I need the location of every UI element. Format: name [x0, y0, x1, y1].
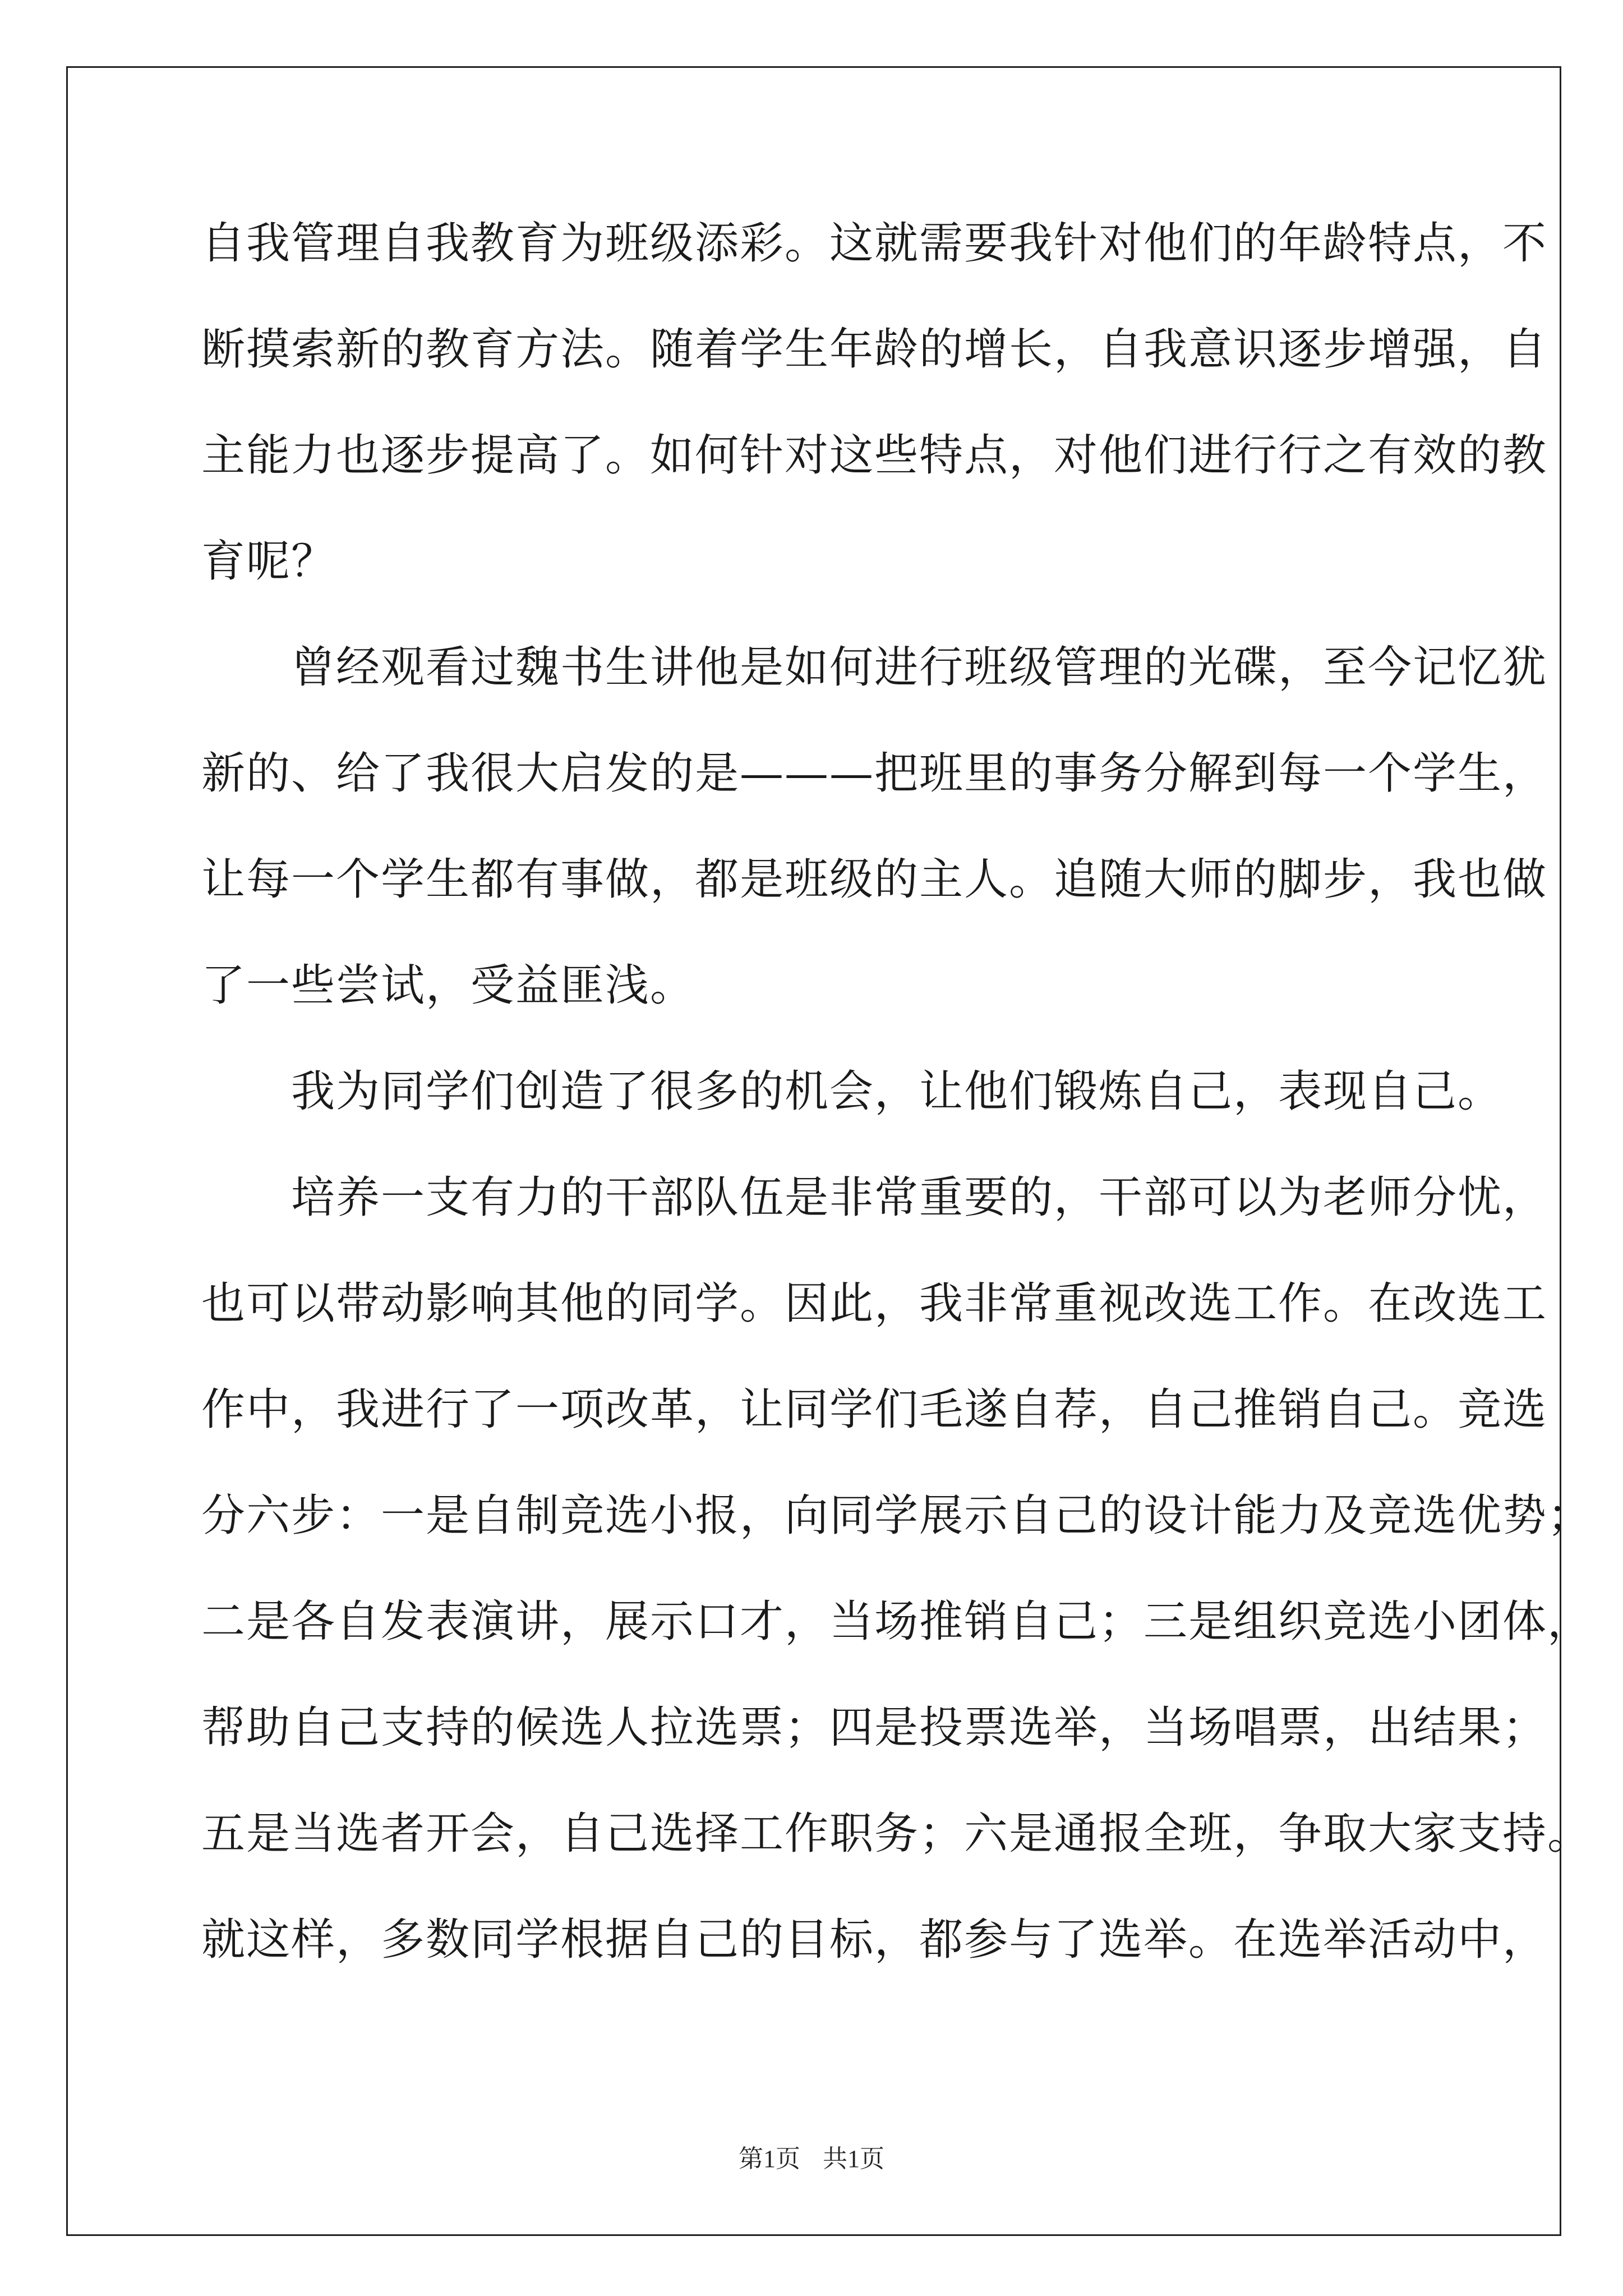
document-body	[201, 218, 1593, 2024]
page-footer	[0, 2138, 1623, 2174]
text-line: 了一些尝试，受益匪浅。	[201, 960, 695, 1011]
text-line: 我为同学们创造了很多的机会，让他们锻炼自己，表现自己。	[201, 1066, 1503, 1117]
text-line: 五是当选者开会，自己选择工作职务；六是通报全班，争取大家支持。	[201, 1809, 1593, 1859]
text-line: 帮助自己支持的候选人拉选票；四是投票选举，当场唱票，出结果；	[201, 1703, 1548, 1753]
text-line: 也可以带动影响其他的同学。因此，我非常重视改选工作。在改选工	[201, 1278, 1548, 1329]
text-line: 育呢？	[201, 536, 336, 587]
text-line: 就这样，多数同学根据自己的目标，都参与了选举。在选举活动中，	[201, 1915, 1548, 1965]
text-line: 培养一支有力的干部队伍是非常重要的，干部可以为老师分忧，	[201, 1172, 1548, 1223]
page-total: 共1页	[823, 2145, 884, 2173]
text-line: 让每一个学生都有事做，都是班级的主人。追随大师的脚步，我也做	[201, 854, 1548, 905]
text-line: 二是各自发表演讲，展示口才，当场推销自己；三是组织竞选小团体，	[201, 1596, 1593, 1647]
text-line: 自我管理自我教育为班级添彩。这就需要我针对他们的年龄特点，不	[201, 218, 1548, 269]
text-line: 作中，我进行了一项改革，让同学们毛遂自荐，自己推销自己。竞选	[201, 1384, 1548, 1435]
text-line: 主能力也逐步提高了。如何针对这些特点，对他们进行行之有效的教	[201, 430, 1548, 481]
text-line: 分六步：一是自制竞选小报，向同学展示自己的设计能力及竞选优势；	[201, 1490, 1593, 1541]
text-line: 断摸索新的教育方法。随着学生年龄的增长，自我意识逐步增强，自	[201, 324, 1548, 375]
text-line: 新的、给了我很大启发的是———把班里的事务分解到每一个学生，	[201, 748, 1548, 799]
page-number: 第1页	[739, 2145, 800, 2173]
text-line: 曾经观看过魏书生讲他是如何进行班级管理的光碟，至今记忆犹	[201, 642, 1548, 693]
